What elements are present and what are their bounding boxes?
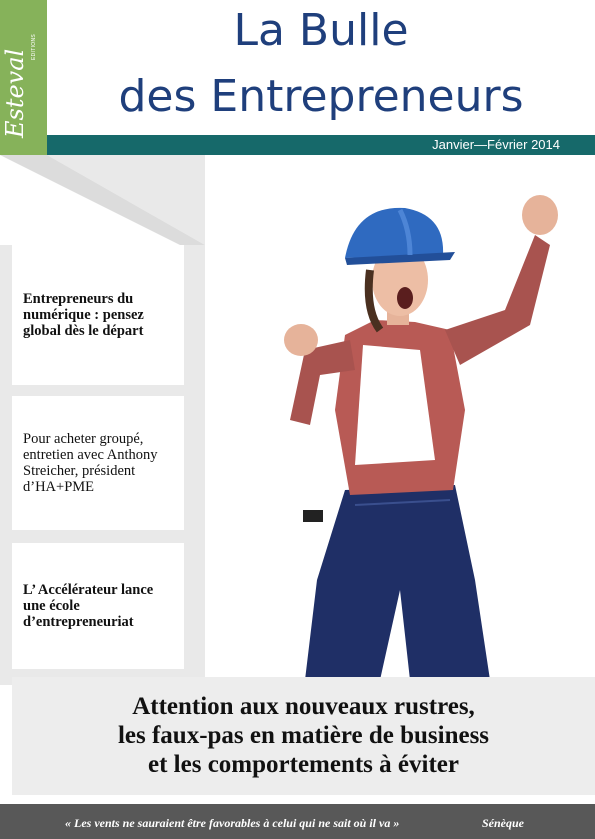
headline-line: Attention aux nouveaux rustres,: [132, 693, 475, 720]
teaser-box: [12, 543, 184, 669]
teaser-box: [12, 245, 184, 385]
issue-date: Janvier—Février 2014: [432, 137, 560, 152]
publisher-name: Esteval: [1, 48, 29, 138]
publisher-subtitle: EDITIONS: [31, 33, 37, 60]
teaser-text: Entrepreneurs du numérique : pensez global dès le départ: [23, 291, 144, 339]
footer-author: Sénèque: [482, 816, 524, 830]
footer-quote: « Les vents ne sauraient être favorables à celui qui ne sait où il va »: [65, 816, 400, 830]
teaser-text: L’ Accélérateur lance une école d’entrepreneuriat: [23, 582, 154, 630]
teaser-box: [12, 396, 184, 530]
footer-band: [0, 804, 595, 839]
teaser-text: Pour acheter groupé, entretien avec Anthony Streicher, président d’HA+PME: [23, 431, 158, 495]
cover-photo: [205, 160, 595, 680]
publisher-tab: [0, 0, 47, 155]
headline-line: les faux-pas en matière de business: [117, 722, 490, 749]
issue-band: [47, 135, 595, 155]
magazine-title-line-2: des Entrepreneurs: [118, 71, 524, 122]
magazine-title-line-1: La Bulle: [233, 5, 409, 56]
main-headline: [12, 692, 595, 779]
headline-box: [12, 677, 595, 795]
sidebar-diagonal: [0, 155, 205, 245]
headline-line: et les comportements à éviter: [148, 751, 459, 778]
